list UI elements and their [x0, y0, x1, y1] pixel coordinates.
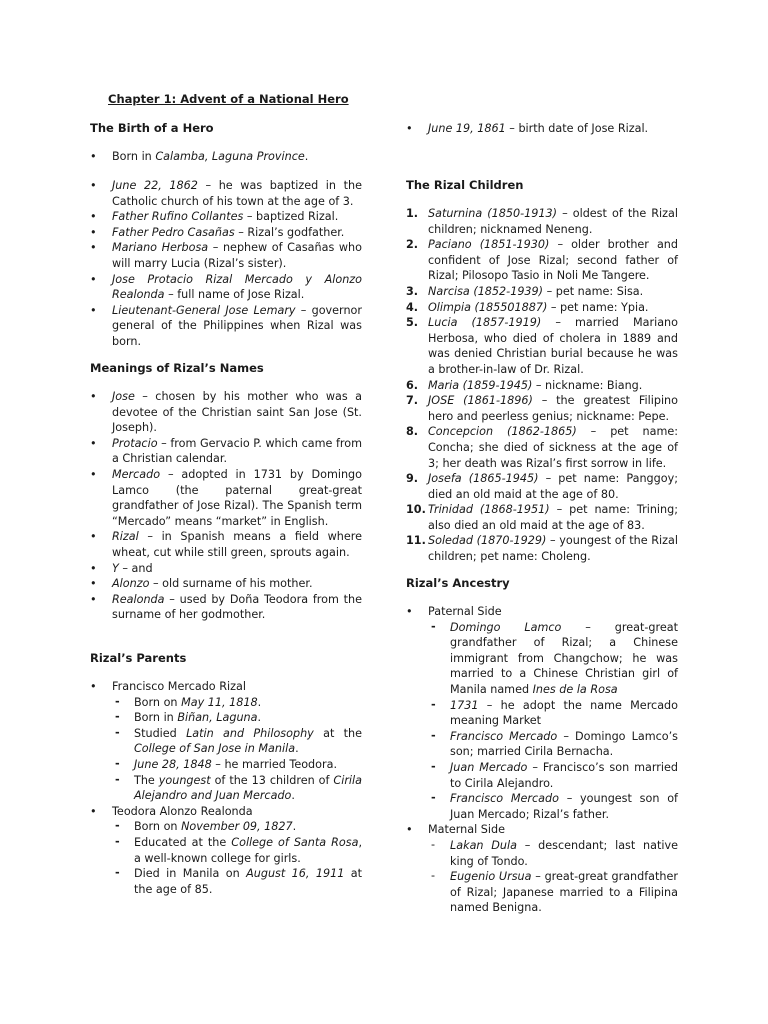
list-item: • Father Pedro Casañas – Rizal’s godfather. — [90, 225, 362, 241]
list-item: - Born on November 09, 1827. — [112, 819, 362, 835]
list-item: • Lieutenant-General Jose Lemary – governor general of the Philippines when Rizal was born. — [90, 303, 362, 350]
list-item: 11. Soledad (1870-1929) – youngest of the Rizal children; pet name: Choleng. — [406, 534, 678, 564]
list-item: - Educated at the College of Santa Rosa, a well-known college for girls. — [112, 835, 362, 866]
list-item: - The youngest of the 13 children of Cirila Alejandro and Juan Mercado. — [112, 773, 362, 804]
list-item: • Protacio – from Gervacio P. which came from a Christian calendar. — [90, 436, 362, 467]
list-item: • Jose Protacio Rizal Mercado y Alonzo Realonda – full name of Jose Rizal. — [90, 272, 362, 303]
list-item: - Juan Mercado – Francisco’s son married to Cirila Alejandro. — [428, 760, 678, 791]
list-item: 2. Paciano (1851-1930) – older brother and confident of Jose Rizal; second father of Rizal; Pilosopo Tasio in Noli Me Tangere. — [406, 238, 678, 283]
list-item: 1. Saturnina (1850-1913) – oldest of the Rizal children; nicknamed Neneng. — [406, 207, 679, 236]
ancestry-heading: Rizal’s Ancestry — [406, 576, 510, 590]
list-item: • Francisco Mercado Rizal - Born on May 11, 1818. - Born in Biñan, Laguna. - Studied Latin and Philosophy at the College of San Jose in Manila. - June 28, 1848 – he married Teodora. - The youngest of the 13 children of Cirila Alejandro and Juan Mercado. — [90, 679, 362, 804]
list-item: - 1731 – he adopt the name Mercado meaning Market — [428, 698, 678, 729]
ancestry-list — [406, 604, 678, 916]
list-item: - Domingo Lamco – great-great grandfather of Rizal; a Chinese immigrant from Changchow; he was married to a Chinese Christian girl of Manila named Ines de la Rosa — [428, 620, 678, 698]
meanings-heading: Meanings of Rizal’s Names — [90, 361, 264, 375]
list-item: - Born in Biñan, Laguna. — [112, 710, 362, 726]
list-item: 5. Lucia (1857-1919) – married Mariano Herbosa, who died of cholera in 1889 and was denied Christian burial because he was a brother-in-law of Dr. Rizal. — [406, 316, 678, 376]
list-item: 3. Narcisa (1852-1939) – pet name: Sisa. — [406, 284, 644, 298]
chapter-title: Chapter 1: Advent of a National Hero — [108, 92, 349, 106]
paternal-details — [428, 620, 678, 823]
children-heading: The Rizal Children — [406, 178, 524, 192]
birth-heading: The Birth of a Hero — [90, 121, 214, 135]
list-item: • Maternal Side - Lakan Dula – descendant; last native king of Tondo. - Eugenio Ursua – great-great grandfather of Rizal; Japanese married to a Filipina named Benigna. — [406, 822, 678, 916]
parents-list — [90, 679, 362, 897]
children-list — [406, 206, 678, 565]
list-item: • Mariano Herbosa – nephew of Casañas who will marry Lucia (Rizal’s sister). — [90, 240, 362, 271]
list-item: • Born in Calamba, Laguna Province. — [90, 149, 362, 165]
list-item: • Paternal Side - Domingo Lamco – great-great grandfather of Rizal; a Chinese immigrant from Changchow; he was married to a Chinese Christian girl of Manila named Ines de la Rosa - 1731 – he adopt the name Mercado meaning Market - Francisco Mercado – Domingo Lamco’s son; married Cirila Bernacha. - Juan Mercado – Francisco’s son married to Cirila Alejandro. - Francisco Mercado – youngest son of Juan Mercado; Rizal’s father. — [406, 604, 678, 822]
birth-born-list — [90, 149, 362, 165]
list-item: 9. Josefa (1865-1945) – pet name: Panggoy; died an old maid at the age of 80. — [406, 472, 678, 501]
list-item: - Francisco Mercado – Domingo Lamco’s son; married Cirila Bernacha. — [428, 729, 678, 760]
list-item: • Mercado – adopted in 1731 by Domingo Lamco (the paternal great-great grandfather of Jose Rizal). The Spanish term “Mercado” means “market” in English. — [90, 467, 362, 529]
list-item: • Y – and — [90, 561, 362, 577]
list-item: - Lakan Dula – descendant; last native king of Tondo. — [428, 838, 678, 869]
list-item: - Eugenio Ursua – great-great grandfather of Rizal; Japanese married to a Filipina named Benigna. — [428, 869, 678, 916]
list-item: 8. Concepcion (1862-1865) – pet name: Concha; she died of sickness at the age of 3; her death was Rizal’s first sorrow in life. — [406, 425, 679, 470]
list-item: 6. Maria (1859-1945) – nickname: Biang. — [406, 378, 643, 392]
list-item: • Jose – chosen by his mother who was a devotee of the Christian saint San Jose (St. Joseph). — [90, 389, 362, 436]
list-item: 4. Olimpia (185501887) – pet name: Ypia. — [406, 300, 649, 314]
parents-heading: Rizal’s Parents — [90, 651, 187, 665]
list-item: - June 28, 1848 – he married Teodora. — [112, 757, 362, 773]
list-item: • June 22, 1862 – he was baptized in the Catholic church of his town at the age of 3. — [90, 178, 362, 209]
list-item: • Alonzo – old surname of his mother. — [90, 576, 362, 592]
list-item: - Studied Latin and Philosophy at the College of San Jose in Manila. — [112, 726, 362, 757]
birthdate-list — [406, 121, 678, 137]
list-item: 7. JOSE (1861-1896) – the greatest Filipino hero and peerless genius; nickname: Pepe. — [406, 394, 678, 423]
list-item: • June 19, 1861 – birth date of Jose Rizal. — [406, 121, 678, 137]
maternal-details — [428, 838, 678, 916]
list-item: - Born on May 11, 1818. — [112, 695, 362, 711]
father-details — [112, 695, 362, 804]
list-item: • Rizal – in Spanish means a field where wheat, cut while still green, sprouts again. — [90, 529, 362, 560]
list-item: - Died in Manila on August 16, 1911 at the age of 85. — [112, 866, 362, 897]
meanings-list — [90, 389, 362, 623]
list-item: 10. Trinidad (1868-1951) – pet name: Trining; also died an old maid at the age of 83. — [406, 503, 678, 532]
mother-details — [112, 819, 362, 897]
list-item: • Realonda – used by Doña Teodora from the surname of her godmother. — [90, 592, 362, 623]
birth-list — [90, 178, 362, 350]
list-item: • Father Rufino Collantes – baptized Rizal. — [90, 209, 362, 225]
list-item: • Teodora Alonzo Realonda - Born on November 09, 1827. - Educated at the College of Santa Rosa, a well-known college for girls. - Died in Manila on August 16, 1911 at the age of 85. — [90, 804, 362, 898]
list-item: - Francisco Mercado – youngest son of Juan Mercado; Rizal’s father. — [428, 791, 678, 822]
